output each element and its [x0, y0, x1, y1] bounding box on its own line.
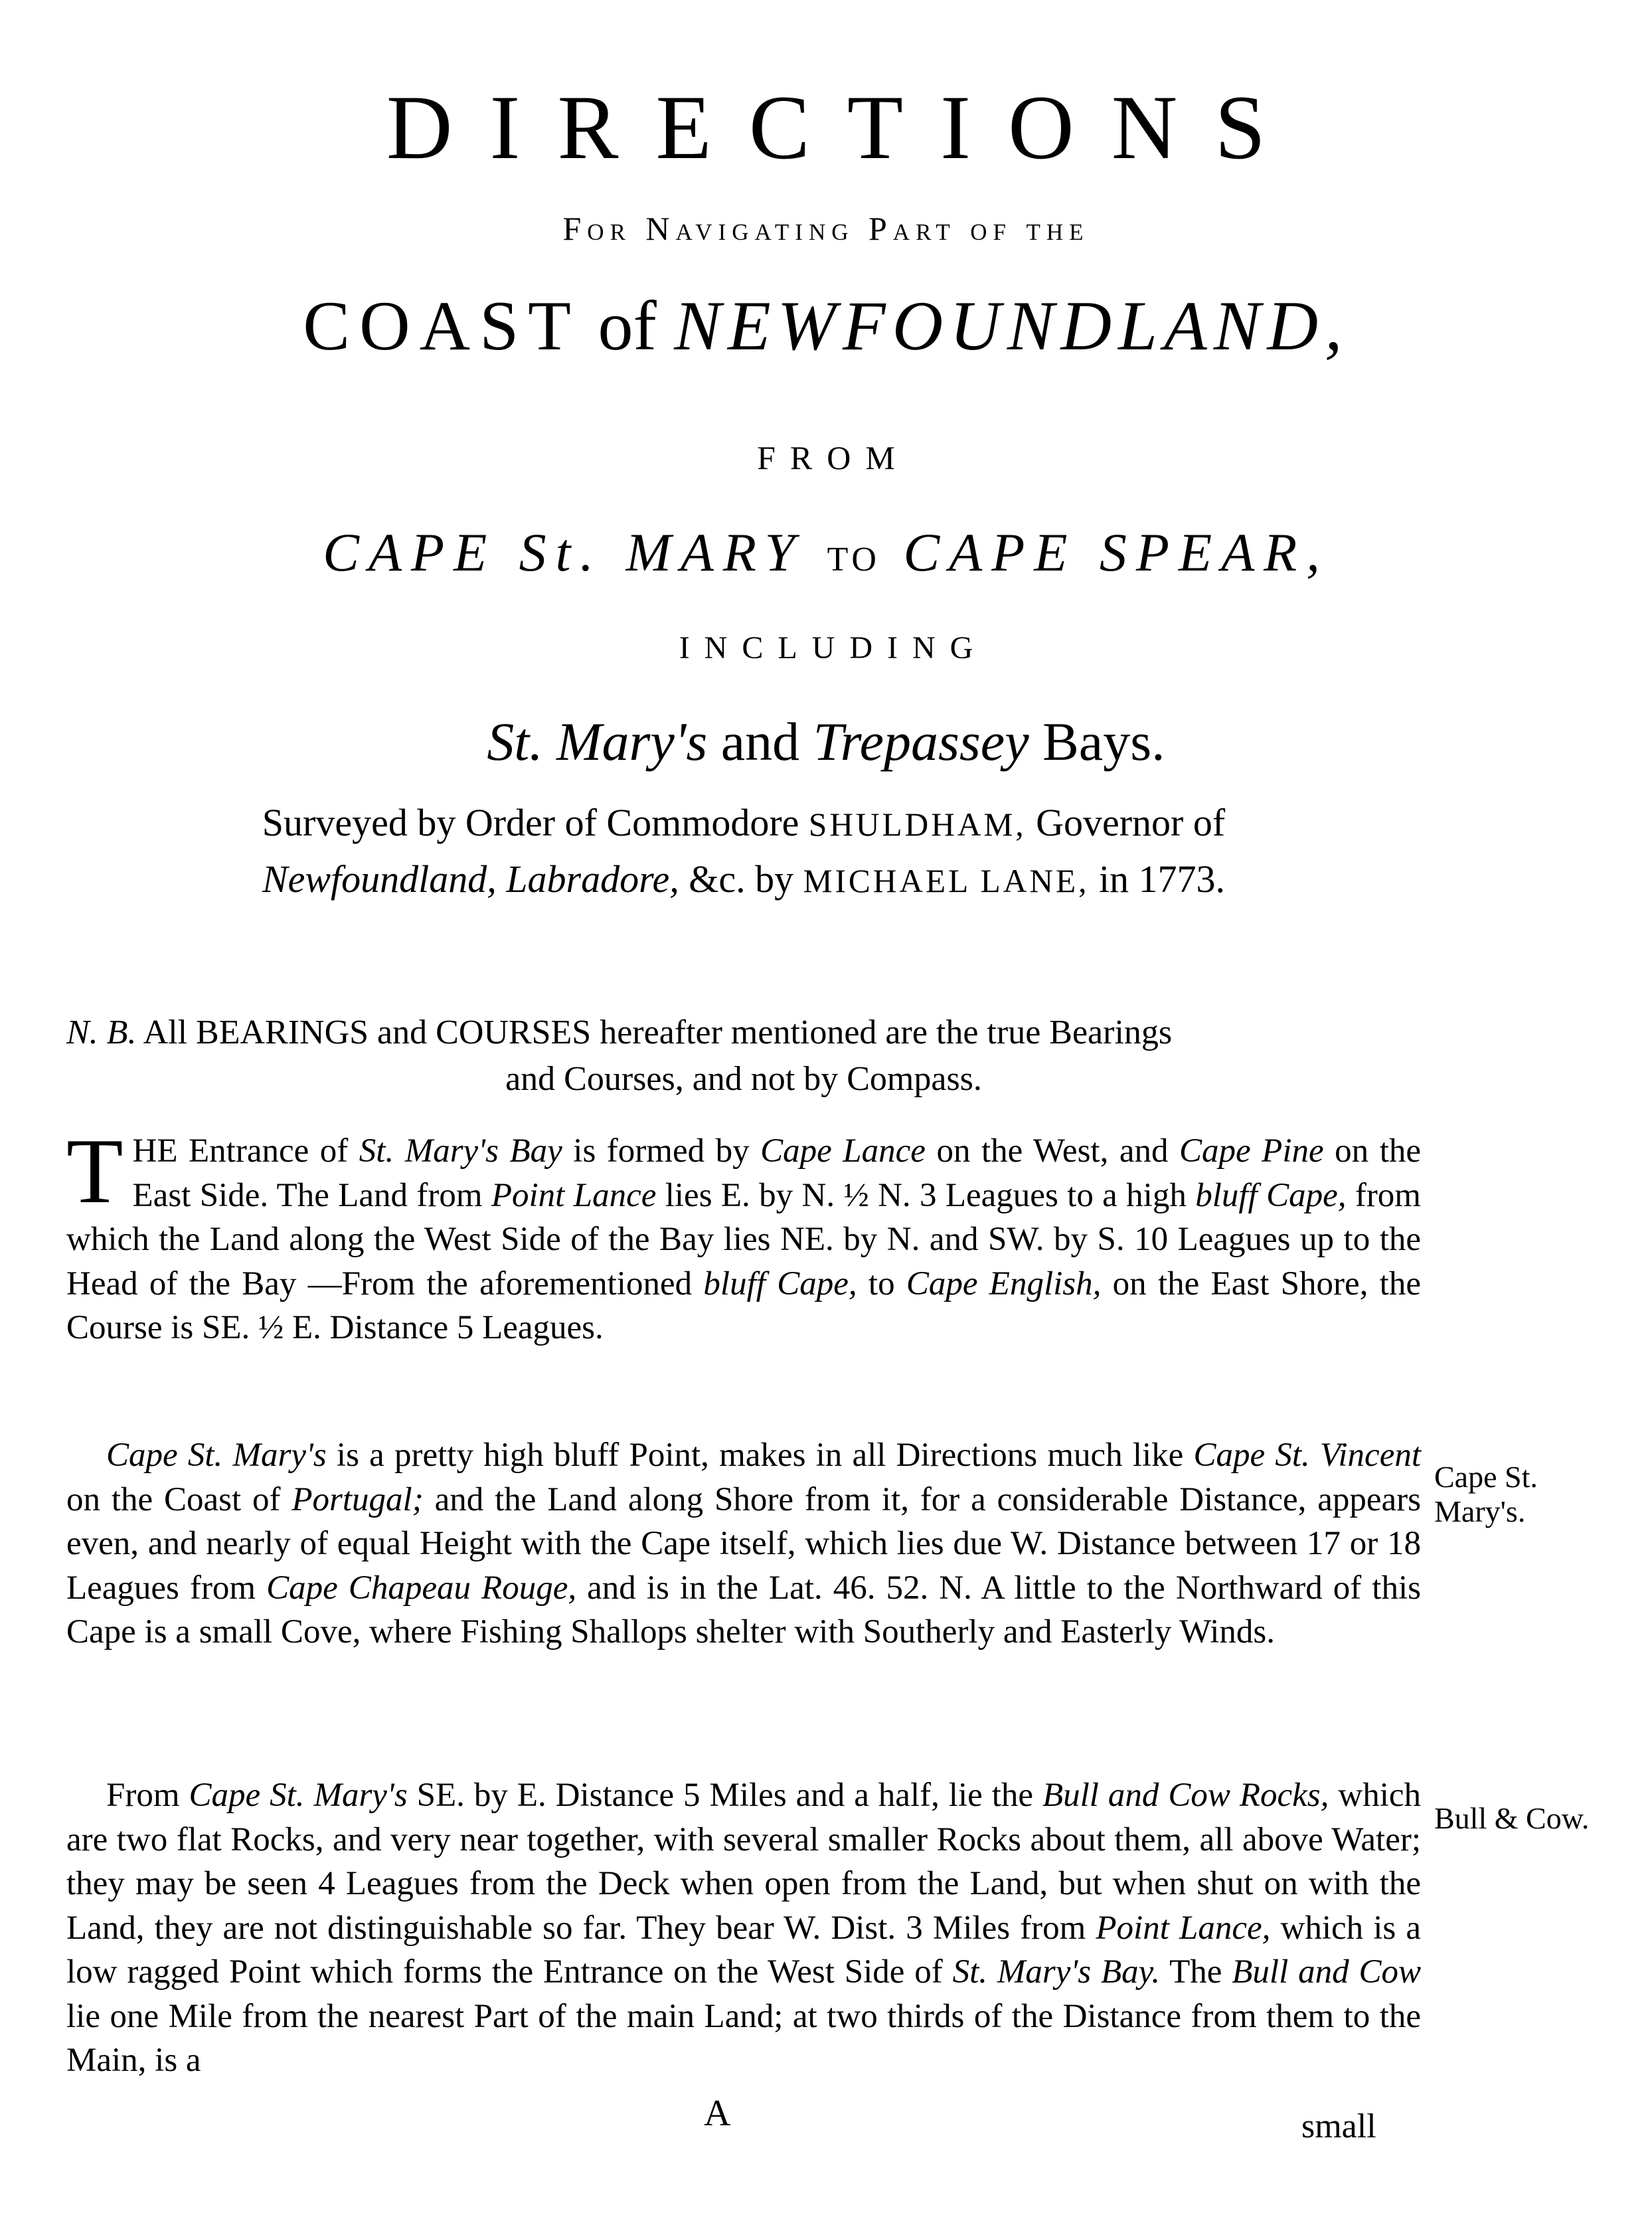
margin-note-bull-cow: Bull & Cow. — [1434, 1801, 1590, 1835]
coast-heading — [0, 286, 1652, 367]
text: which is a low ragged Point which forms the Entrance on the West Side of — [66, 1909, 1421, 1991]
text: HE Entrance of — [132, 1132, 359, 1170]
text: on the East Shore, the Course is SE. ½ E. Distance 5 Leagues. — [66, 1265, 1421, 1346]
place: bluff Cape, — [703, 1265, 857, 1302]
place: Bull and Cow — [1232, 1953, 1421, 1991]
text: From — [106, 1777, 189, 1814]
place: Cape Chapeau Rouge, — [266, 1569, 577, 1607]
text: SE. by E. Distance 5 Miles and a half, lie the — [407, 1777, 1042, 1814]
from-line: FROM — [757, 439, 910, 476]
paragraph-cape-st-marys — [66, 1433, 1421, 1654]
text: is a pretty high bluff Point, makes in all Directions much like — [326, 1437, 1194, 1474]
text: lie one Mile from the nearest Part of the main Land; at two thirds of the Distance from them to the Main, is a — [66, 1997, 1421, 2079]
cape-first: CAPE St. MARY — [323, 522, 805, 582]
margin-note-line: Cape St. — [1434, 1460, 1538, 1494]
margin-note-cape-st-marys — [1434, 1460, 1538, 1529]
survey-text: &c. by — [679, 857, 803, 901]
catchword: small — [1301, 2107, 1376, 2145]
survey-commodore: SHULDHAM, — [808, 806, 1027, 843]
nb-text: All BEARINGS and COURSES hereafter mentioned are the true Bearings — [136, 1014, 1173, 1051]
survey-line-1 — [66, 796, 1421, 852]
cape-to: TO — [827, 541, 880, 578]
place: Cape Pine — [1179, 1132, 1324, 1170]
drop-cap: T — [66, 1120, 124, 1223]
coast-name: NEWFOUNDLAND, — [674, 287, 1349, 365]
survey-credit — [66, 796, 1421, 909]
place: bluff Cape, — [1195, 1176, 1347, 1214]
text: from which the Land along the West Side of the Bay lies NE. by N. and SW. by S. 10 Leagues up to the Head of the Bay —From the aforementioned — [66, 1176, 1421, 1302]
nb-line-2: and Courses, and not by Compass. — [505, 1060, 982, 1098]
text: on the Coast of — [66, 1480, 292, 1518]
nota-bene — [66, 1010, 1421, 1103]
place: Cape St. Vincent — [1193, 1437, 1421, 1474]
nb-label: N. B. — [66, 1014, 137, 1051]
coast-prefix: COAST — [303, 287, 580, 365]
place: St. Mary's Bay. — [952, 1953, 1161, 1991]
text: and the Land along Shore from it, for a considerable Distance, appears even, and nearly of equal Height with the Cape itself, which lies due W. Distance between 17 or 18 Leagues from — [66, 1480, 1421, 1607]
survey-line-2 — [66, 852, 1421, 909]
place: Cape St. Mary's — [189, 1777, 408, 1814]
place: Bull and Cow Rocks, — [1042, 1777, 1329, 1814]
text: The — [1160, 1953, 1232, 1991]
survey-year: in 1773. — [1089, 857, 1226, 901]
signature-mark: A — [704, 2093, 731, 2134]
text: which are two flat Rocks, and very near together, with several smaller Rocks about them, all above Water; they may be seen 4 Leagues from the Deck when open from the Land, but when shut on with the Land, they are not distinguishable so far. They bear W. Dist. 3 Miles from — [66, 1777, 1421, 1947]
place: Portugal; — [291, 1480, 424, 1518]
nb-line-1 — [66, 1014, 1172, 1051]
survey-text: Governor of — [1026, 801, 1226, 844]
text: is formed by — [562, 1132, 761, 1170]
text: on the West, and — [925, 1132, 1180, 1170]
place: Point Lance — [491, 1176, 657, 1214]
place: Cape St. Mary's — [106, 1437, 327, 1474]
paragraph-bull-cow — [66, 1773, 1421, 2083]
coast-of: of — [598, 287, 657, 365]
place: Cape English, — [906, 1265, 1102, 1302]
survey-author: MICHAEL LANE, — [803, 863, 1090, 899]
survey-text: Surveyed by Order of Commodore — [262, 801, 809, 844]
place: Point Lance, — [1096, 1909, 1271, 1947]
paragraph-entrance — [66, 1120, 1421, 1350]
survey-places: Newfoundland, Labradore, — [262, 857, 679, 901]
bays-suffix: Bays. — [1042, 711, 1165, 772]
bay-place-1: St. Mary's — [487, 711, 708, 772]
place: St. Mary's Bay — [359, 1132, 562, 1170]
text: to — [857, 1265, 906, 1302]
text: on the East Side. The Land from — [132, 1132, 1421, 1214]
place: Cape Lance — [760, 1132, 926, 1170]
page-title: DIRECTIONS — [386, 76, 1303, 178]
text: lies E. by N. ½ N. 3 Leagues to a high — [656, 1176, 1196, 1214]
bay-place-2: Trepassey — [813, 711, 1029, 772]
text: and is in the Lat. 46. 52. N. A little to the Northward of this Cape is a small Cove, where Fishing Shallops shelter with Southerly and Easterly Winds. — [66, 1569, 1421, 1650]
subtitle-line: For Navigating Part of the — [562, 210, 1090, 247]
bays-heading — [0, 711, 1652, 773]
margin-note-line: Mary's. — [1434, 1494, 1526, 1528]
cape-second: CAPE SPEAR, — [903, 522, 1329, 582]
bay-and: and — [720, 711, 800, 772]
capes-heading — [0, 521, 1652, 584]
including-line: INCLUDING — [679, 630, 988, 666]
